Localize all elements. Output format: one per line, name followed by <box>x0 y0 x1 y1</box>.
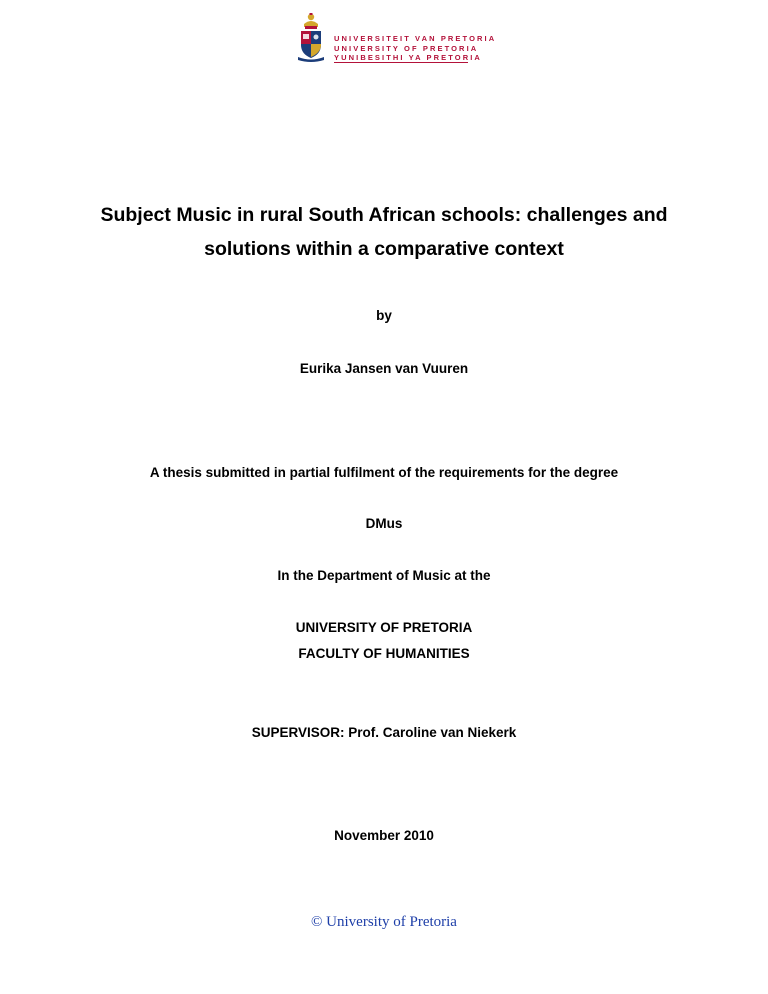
logo-line-sepedi: YUNIBESITHI YA PRETORIA <box>334 53 482 62</box>
author-name: Eurika Jansen van Vuuren <box>299 361 469 376</box>
copyright-footer: © University of Pretoria <box>311 914 457 930</box>
university-logo <box>296 12 497 64</box>
department-line: In the Department of Music at the <box>277 568 491 583</box>
logo-divider <box>334 62 468 63</box>
logo-line-english: UNIVERSITY OF PRETORIA <box>334 43 479 53</box>
logo-text <box>334 34 496 63</box>
thesis-statement: A thesis submitted in partial fulfilment of the requirements for the degree <box>149 465 619 480</box>
submission-date: November 2010 <box>334 828 434 843</box>
supervisor-line: SUPERVISOR: Prof. Caroline van Niekerk <box>251 725 517 740</box>
logo-line-afrikaans: UNIVERSITEIT VAN PRETORIA <box>334 34 497 43</box>
faculty-name: FACULTY OF HUMANITIES <box>298 646 470 661</box>
university-crest-icon <box>296 12 326 62</box>
thesis-title-line-1: Subject Music in rural South African schools: challenges and <box>100 204 668 226</box>
university-name: UNIVERSITY OF PRETORIA <box>295 620 473 635</box>
by-label: by <box>376 308 392 323</box>
thesis-title-line-2: solutions within a comparative context <box>204 238 564 260</box>
degree-name: DMus <box>365 516 403 531</box>
